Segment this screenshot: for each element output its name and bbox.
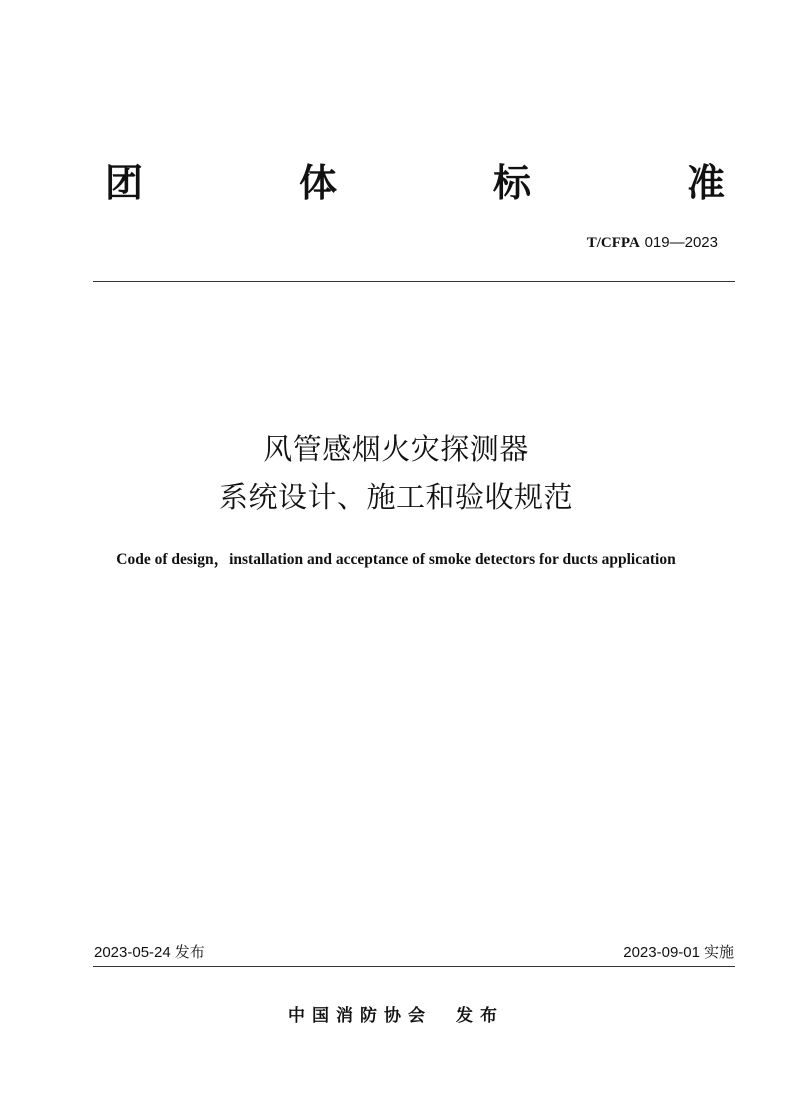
publisher-line: [0, 1004, 792, 1028]
effective-date: [623, 941, 734, 964]
bottom-divider: [93, 966, 735, 967]
release-date-value: 2023-05-24: [94, 944, 171, 961]
top-divider: [93, 281, 735, 282]
standard-code-number: 019—2023: [644, 234, 718, 251]
standard-type-char: 团: [105, 161, 144, 205]
standard-code-prefix: T/CFPA: [586, 235, 640, 251]
publisher-action: 发布: [456, 1006, 504, 1026]
publisher-organization: 中国消防协会: [288, 1006, 432, 1026]
chinese-title-line-2: 系统设计、施工和验收规范: [218, 480, 573, 514]
chinese-title: [0, 425, 792, 521]
release-date-label: 发布: [174, 943, 205, 961]
standard-code: [587, 231, 718, 254]
effective-date-value: 2023-09-01: [623, 944, 700, 961]
standard-type-char: 标: [492, 161, 531, 205]
effective-date-label: 实施: [703, 943, 734, 961]
standard-type-char: 体: [298, 161, 337, 205]
standard-type-heading: [105, 158, 725, 208]
english-title: Code of design，installation and acceptance of smoke detectors for ducts application: [116, 551, 676, 568]
standard-type-char: 准: [686, 161, 725, 205]
release-date: [94, 941, 205, 964]
chinese-title-line-1: 风管感烟火灾探测器: [263, 432, 529, 466]
